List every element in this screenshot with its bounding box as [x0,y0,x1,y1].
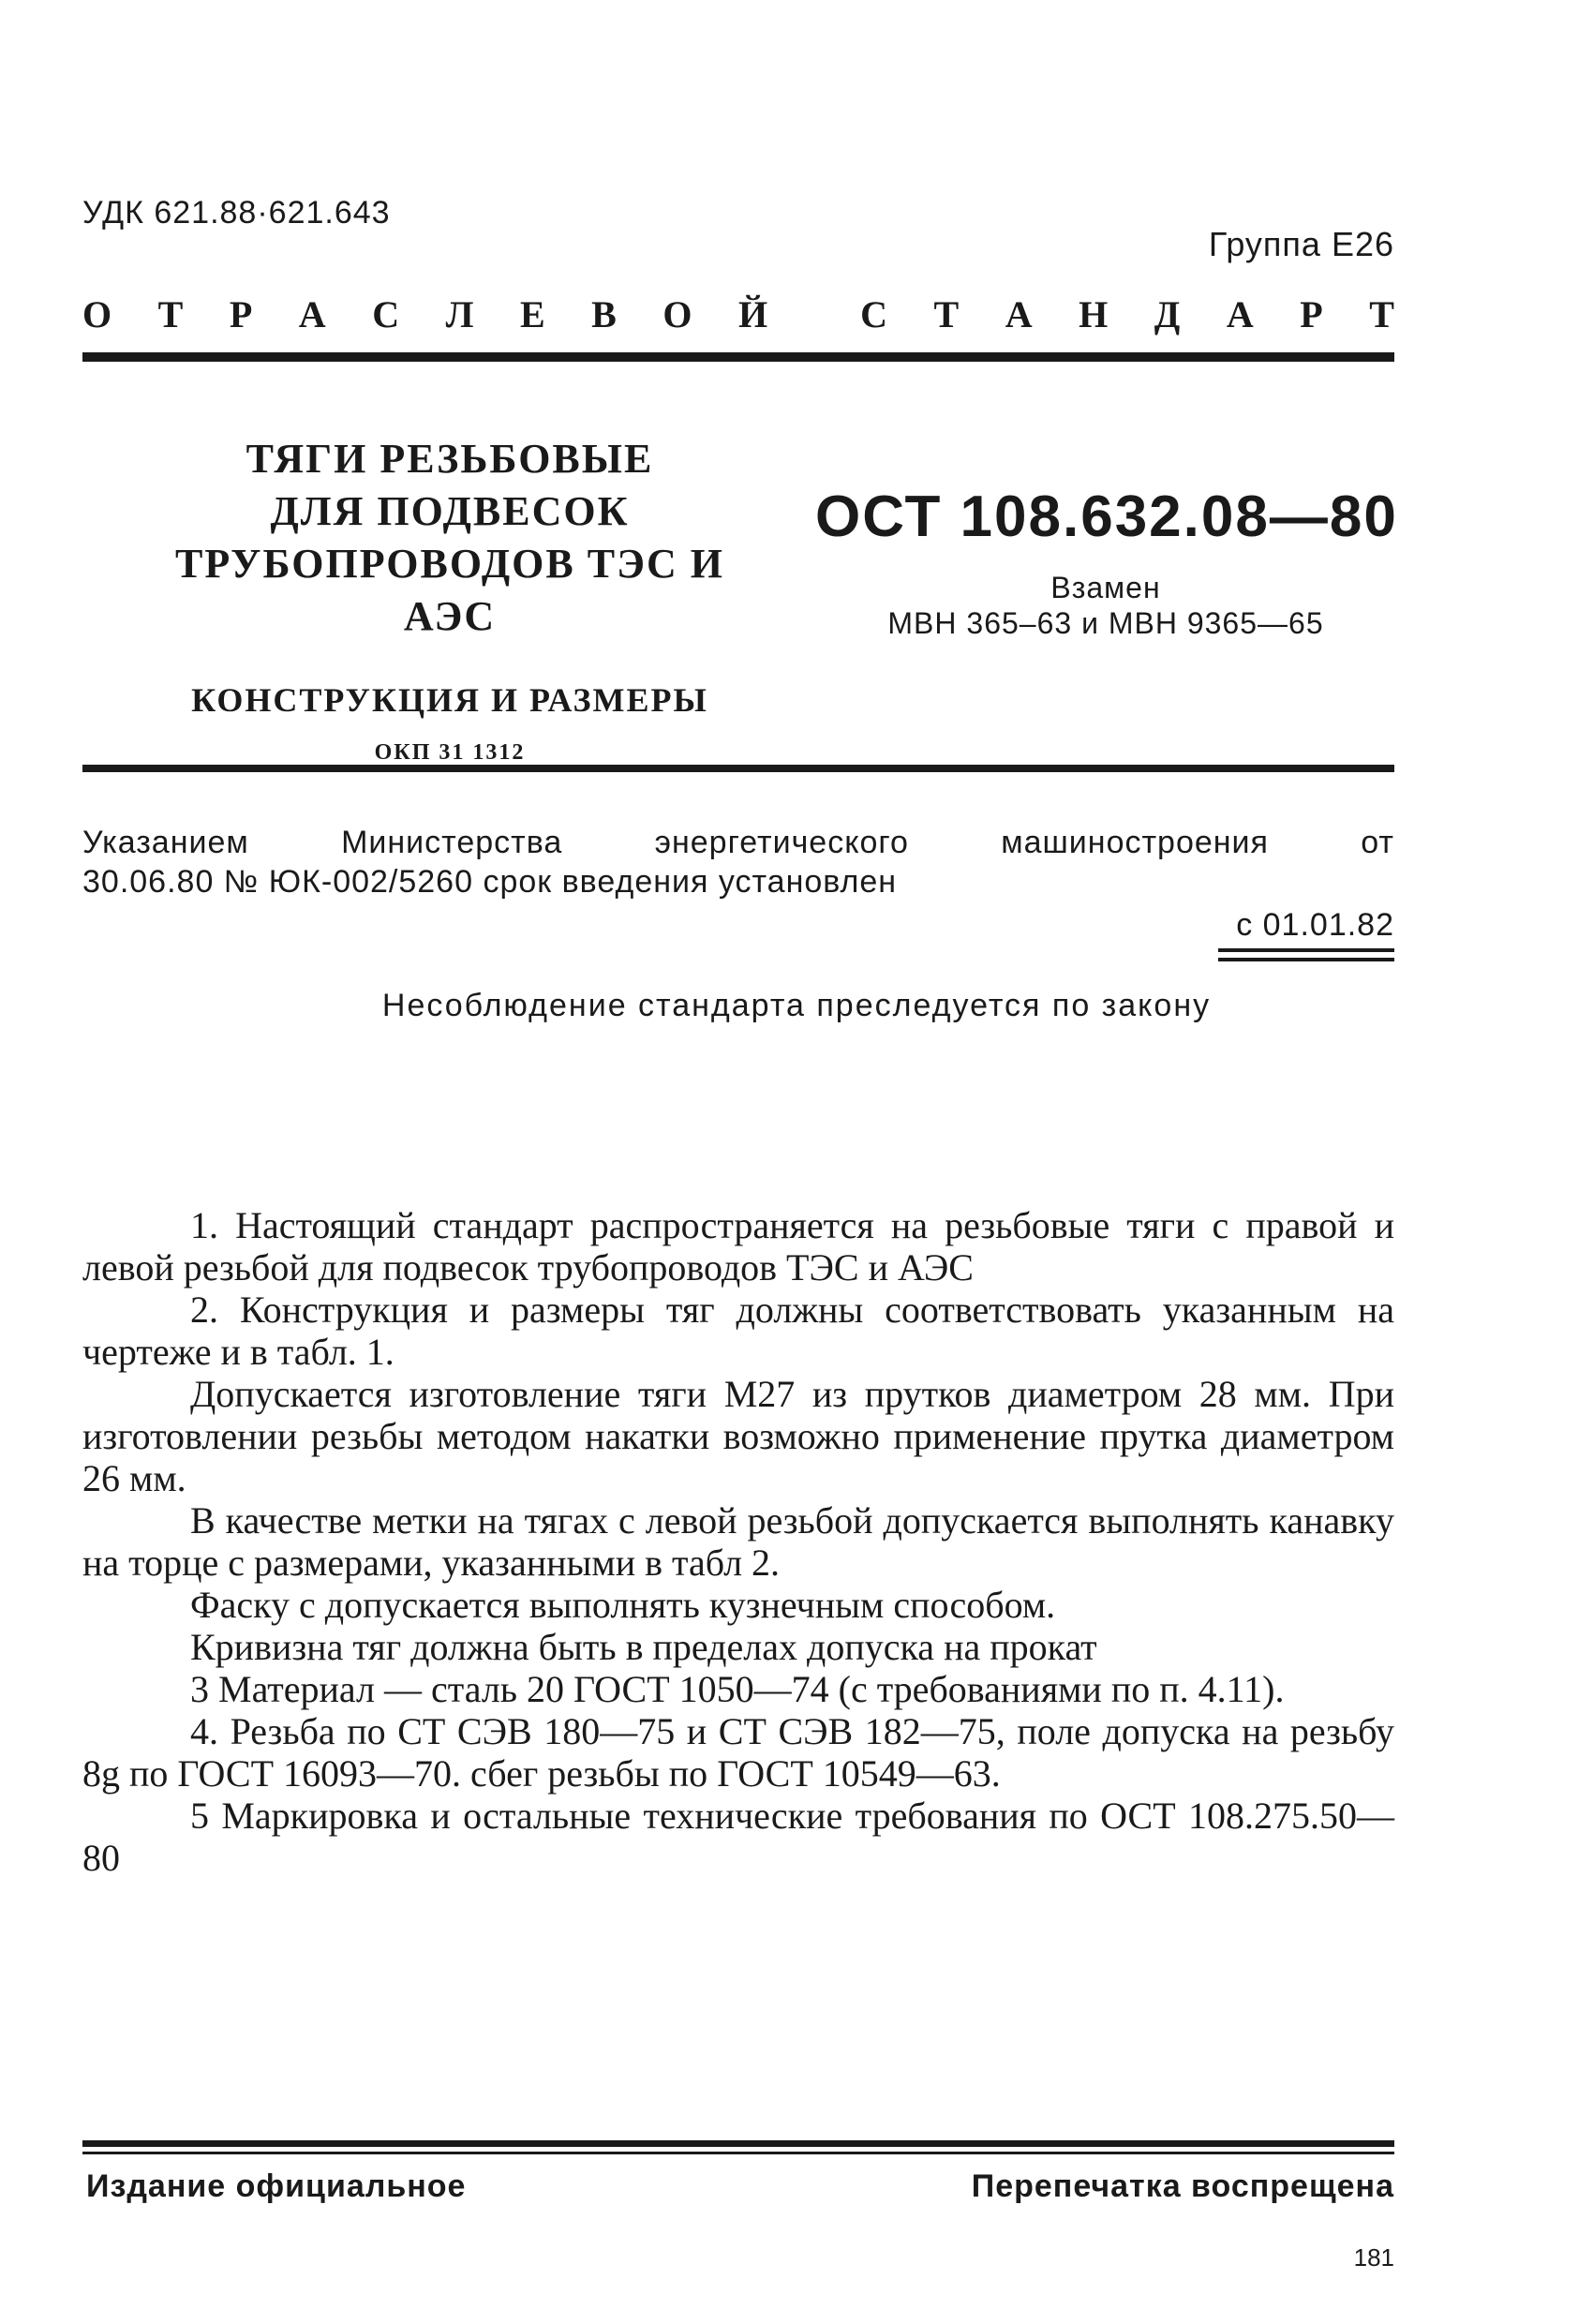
heading-letter: Н [1079,293,1109,335]
legal-notice: Несоблюдение стандарта преследуется по закону [381,988,1212,1023]
heading-letter: В [591,293,617,335]
heading-letter: Т [157,293,184,335]
title-line-1: ТЯГИ РЕЗЬБОВЫЕ [246,436,654,482]
edition-label: Издание официальное [86,2168,467,2204]
footer-divider [82,2140,1394,2147]
heading-letter: Е [519,293,545,335]
heading-letter: Т [1369,293,1394,335]
decree-word: машиностроения [1001,825,1269,860]
document-subtitle: КОНСТРУКЦИЯ И РАЗМЕРЫ [191,681,708,719]
body-paragraph: В качестве метки на тягах с левой резьбой допускается выполнять канавку на торце с размерами, указанными в табл 2. [82,1499,1394,1584]
heading-letter: С [860,293,888,335]
heading-letter: Р [229,293,253,335]
udk-code: УДК 621.88·621.643 [82,195,391,231]
heading-letter: А [298,293,326,335]
top-divider [82,352,1394,362]
heading-letter: А [1226,293,1254,335]
replaces-label: Взамен [1050,571,1161,604]
body-paragraph: Кривизна тяг должна быть в пределах допуска на прокат [190,1626,1097,1668]
reprint-notice: Перепечатка воспрещена [971,2168,1394,2204]
heading-letter: Т [933,293,960,335]
effective-date: с 01.01.82 [1236,907,1394,943]
heading-letter: А [1005,293,1033,335]
heading-letter: Р [1300,293,1323,335]
body-text [82,1204,1394,1879]
heading-letter: Д [1154,293,1181,335]
okp-code: ОКП 31 1312 [374,740,526,765]
decree-line-1 [82,823,1394,862]
decree-word: Министерства [341,825,563,860]
replaces-value: МВН 365–63 и МВН 9365—65 [887,606,1324,640]
standard-type-heading [82,292,1394,336]
heading-letter: С [372,293,400,335]
body-paragraph: Фаску с допускается выполнять кузнечным способом. [190,1584,1056,1626]
heading-letter: Й [737,293,768,335]
decree-block [82,823,1394,901]
group-code: Группа Е26 [1208,225,1394,263]
decree-word: Указанием [82,825,249,860]
standard-number: ОСТ 108.632.08—80 [815,484,1398,549]
body-paragraph: 1. Настоящий стандарт распространяется на резьбовые тяги с правой и левой резьбой для подвесок трубопроводов ТЭС и АЭС [82,1204,1394,1289]
decree-word: энергетического [654,825,909,860]
document-title-block [131,433,768,766]
page-number: 181 [1353,2243,1394,2272]
title-line-2: ДЛЯ ПОДВЕСОК [270,488,630,534]
body-paragraph: 2. Конструкция и размеры тяг должны соответствовать указанным на чертеже и в табл. 1. [82,1289,1394,1373]
heading-letter: О [663,293,692,335]
title-line-3: ТРУБОПРОВОДОВ ТЭС И АЭС [175,541,724,639]
footer-divider-thin [82,2152,1394,2154]
heading-letter: Л [445,293,474,335]
replaces-block [815,570,1396,641]
body-paragraph: 4. Резьба по СТ СЭВ 180—75 и СТ СЭВ 182—75, поле допуска на резьбу 8g по ГОСТ 16093—70. сбег резьбы по ГОСТ 10549—63. [82,1710,1394,1795]
decree-word: от [1361,825,1394,860]
decree-line-2: 30.06.80 № ЮК-002/5260 срок введения установлен [82,864,898,900]
body-paragraph: 3 Материал — сталь 20 ГОСТ 1050—74 (с требованиями по п. 4.11). [190,1668,1285,1710]
body-paragraph: Допускается изготовление тяги М27 из прутков диаметром 28 мм. При изготовлении резьбы методом накатки возможно применение прутка диаметром 26 мм. [82,1373,1394,1499]
date-underline [1218,948,1394,952]
middle-divider [82,765,1394,772]
date-underline [1218,958,1394,961]
heading-letter: О [82,293,112,335]
body-paragraph: 5 Маркировка и остальные технические требования по ОСТ 108.275.50—80 [82,1795,1394,1879]
